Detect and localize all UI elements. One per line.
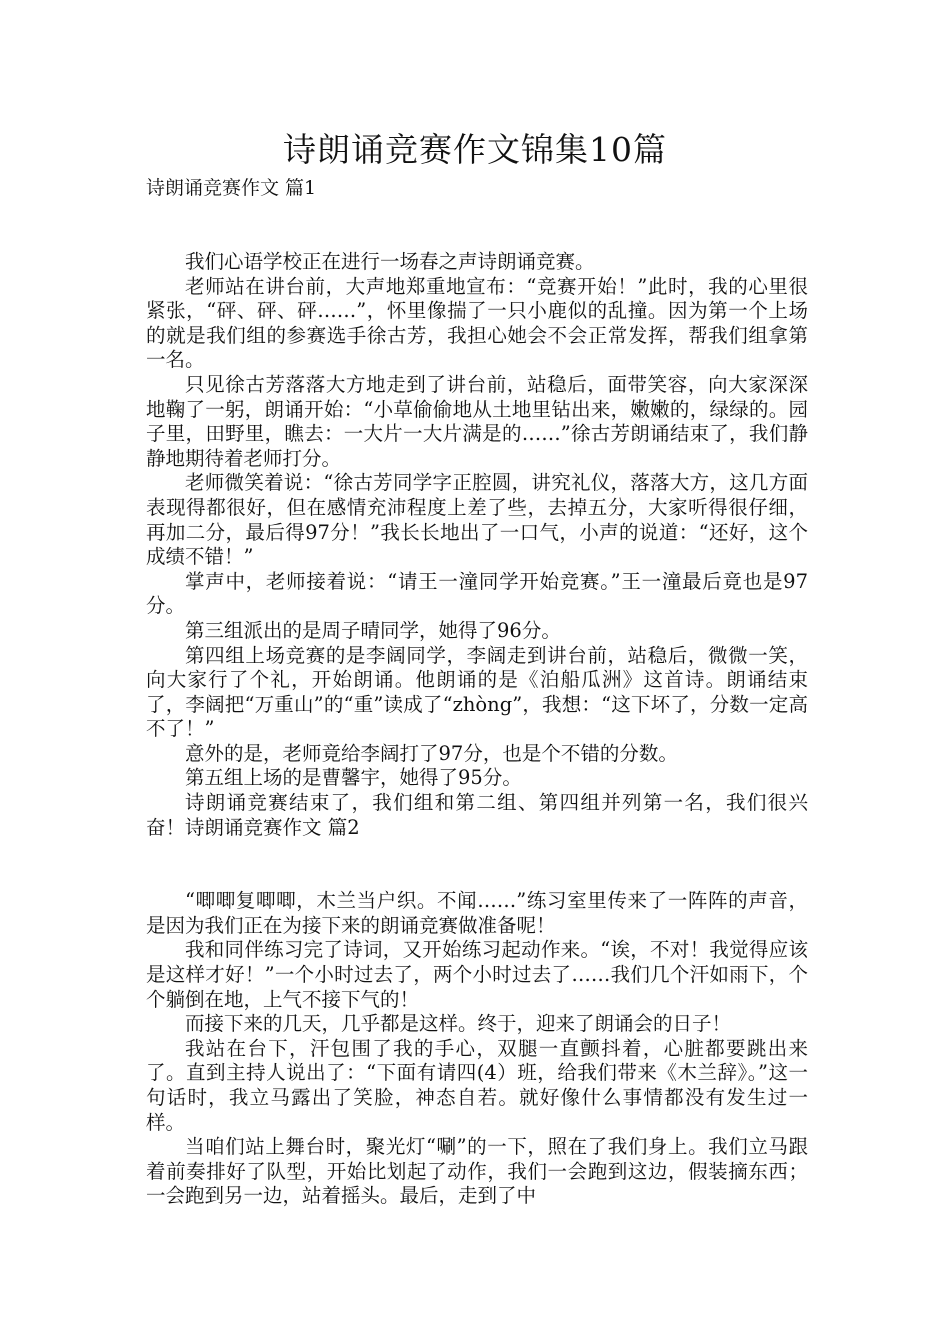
section-2-paragraph: 当咱们站上舞台时，聚光灯“唰”的一下，照在了我们身上。我们立马跟着前奏排好了队型，开始比划起了动作，我们一会跑到这边，假装摘东西；一会跑到另一边，站着摇头。最后，走到了中 <box>146 1135 808 1208</box>
section-1-paragraph: 掌声中，老师接着说：“请王一潼同学开始竞赛。”王一潼最后竟也是97分。 <box>146 569 808 618</box>
section-1-paragraph: 只见徐古芳落落大方地走到了讲台前，站稳后，面带笑容，向大家深深地鞠了一躬，朗诵开始：“小草偷偷地从土地里钻出来，嫩嫩的，绿绿的。园子里，田野里，瞧去：一大片一大片满是的……”徐古芳朗诵结束了，我们静静地期待着老师打分。 <box>146 372 808 470</box>
section-1-paragraph: 老师站在讲台前，大声地郑重地宣布：“竞赛开始！”此时，我的心里很紧张，“砰、砰、砰……”，怀里像揣了一只小鹿似的乱撞。因为第一个上场的就是我们组的参赛选手徐古芳，我担心她会不会正常发挥，帮我们组拿第一名。 <box>146 274 808 372</box>
section-1-heading: 诗朗诵竞赛作文 篇1 <box>146 177 317 199</box>
section-gap <box>146 840 808 889</box>
section-1-paragraph: 第四组上场竞赛的是李阔同学，李阔走到讲台前，站稳后，微微一笑，向大家行了个礼，开始朗诵。他朗诵的是《泊船瓜洲》这首诗。朗诵结束了，李阔把“万重山”的“重”读成了“zhòng”，我想：“这下坏了，分数一定高不了！” <box>146 643 808 741</box>
section-2-paragraph: 我站在台下，汗包围了我的手心，双腿一直颤抖着，心脏都要跳出来了。直到主持人说出了：“下面有请四(4）班，给我们带来《木兰辞》。”这一句话时，我立马露出了笑脸，神态自若。就好像什么事情都没有发生过一样。 <box>146 1036 808 1134</box>
section-1-paragraph: 我们心语学校正在进行一场春之声诗朗诵竞赛。 <box>185 250 595 273</box>
section-1-paragraph: 意外的是，老师竟给李阔打了97分，也是个不错的分数。 <box>185 741 678 765</box>
section-1-closing-text: 诗朗诵竞赛结束了，我们组和第二组、第四组并列第一名，我们很兴奋！ <box>146 791 808 839</box>
section-2-paragraph: 而接下来的几天，几乎都是这样。终于，迎来了朗诵会的日子！ <box>185 1012 732 1036</box>
section-1-paragraph: 第五组上场的是曹馨宇，她得了95分。 <box>185 766 522 790</box>
section-1-paragraph: 第三组派出的是周子晴同学，她得了96分。 <box>185 618 561 642</box>
section-2-paragraph: 我和同伴练习完了诗词，又开始练习起动作来。“诶，不对！我觉得应该是这样才好！”一个小时过去了，两个小时过去了……我们几个汗如雨下，个个躺倒在地，上气不接下气的！ <box>146 938 808 1011</box>
section-2-heading: 诗朗诵竞赛作文 篇2 <box>185 815 360 839</box>
section-1-paragraph: 老师微笑着说：“徐古芳同学字正腔圆，讲究礼仪，落落大方，这几方面表现得都很好，但在感情充沛程度上差了些，去掉五分，大家听得很仔细，再加二分，最后得97分！”我长长地出了一口气，小声的说道：“还好，这个成绩不错！” <box>146 471 808 569</box>
document-title: 诗朗诵竞赛作文锦集10篇 <box>283 130 667 169</box>
section-1-closing-paragraph <box>146 791 808 840</box>
section-2-paragraph: “唧唧复唧唧，木兰当户织。不闻……”练习室里传来了一阵阵的声音，是因为我们正在为接下来的朗诵竞赛做准备呢！ <box>146 889 808 937</box>
document-body <box>146 250 808 1209</box>
